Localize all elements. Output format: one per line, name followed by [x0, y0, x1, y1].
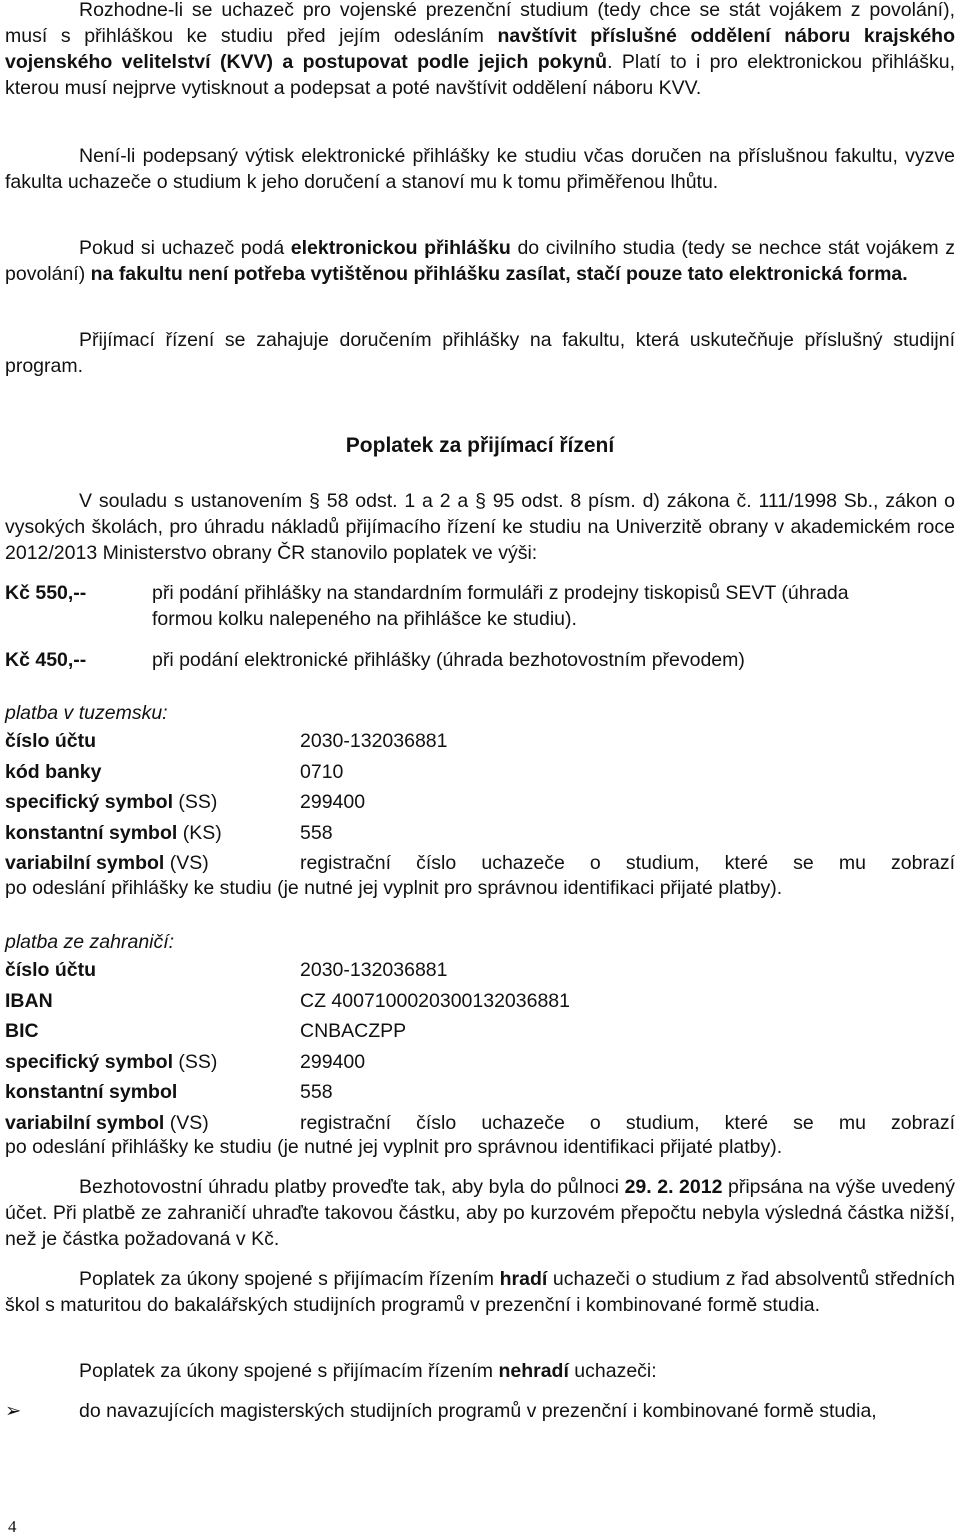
payment-row: [5, 726, 955, 757]
payment-key: konstantní symbol: [5, 1081, 178, 1103]
bold-text: 29. 2. 2012: [624, 1176, 723, 1198]
bold-text: elektronickou přihlášku: [290, 237, 511, 259]
payment-key: variabilní symbol: [5, 852, 165, 874]
text: . Platí to i pro elektronickou přihlášku, kterou musí nejprve vytisknout a podepsat a poté navštívit oddělení náboru KVV.: [5, 51, 955, 99]
bold-text: navštívit příslušné oddělení náboru krajského vojenského velitelství (KVV) a postupovat podle jejich pokynů: [5, 25, 955, 73]
text: uchazeči:: [568, 1360, 657, 1382]
payment-key-suffix: (VS): [164, 1111, 209, 1134]
fee-row: [5, 580, 955, 632]
page-number: 4: [8, 1517, 17, 1536]
payment-row: [5, 955, 955, 986]
paragraph-military-study: [5, 0, 955, 101]
payment-note: po odeslání přihlášky ke studiu (je nutné jej vyplnit pro správnou identifikaci přijaté platby).: [5, 1136, 783, 1158]
payment-value: 558: [300, 1081, 333, 1103]
payment-key: kód banky: [5, 760, 102, 783]
text: do civilního studia (tedy se nechce stát vojákem z povolání): [5, 237, 955, 285]
payment-key: BIC: [5, 1020, 39, 1042]
payment-key: specifický symbol: [5, 791, 173, 813]
payment-key-suffix: (KS): [177, 821, 222, 844]
paragraph-electronic-application: [5, 235, 955, 287]
payment-key: číslo účtu: [5, 730, 97, 752]
bold-text: hradí: [499, 1268, 548, 1290]
payment-key: číslo účtu: [5, 959, 97, 981]
payment-value: 558: [300, 821, 333, 844]
fee-description: při podání elektronické přihlášky (úhrada bezhotovostním převodem): [152, 649, 745, 671]
fee-row: [5, 647, 955, 673]
foreign-payment: [5, 929, 955, 1160]
payment-value: 0710: [300, 760, 344, 783]
payment-row: [5, 1077, 955, 1108]
payment-key: konstantní symbol: [5, 821, 178, 844]
payment-key: IBAN: [5, 989, 53, 1012]
payment-value: 2030-132036881: [300, 959, 448, 981]
foreign-payment-title: platba ze zahraničí:: [5, 931, 175, 953]
payment-key-suffix: (SS): [173, 1050, 218, 1073]
payment-row: [5, 787, 955, 818]
fee-amount: Kč 450,--: [5, 649, 87, 671]
paragraph-fee-exempt: [5, 1358, 955, 1384]
paragraph-fee-law: V souladu s ustanovením § 58 odst. 1 a 2 a § 95 odst. 8 písm. d) zákona č. 111/1998 Sb., zákon o vysokých školách, pro úhradu nákladů přijímacího řízení ke studiu na Univerzitě obrany v akademickém roce 2012/2013 Ministerstvo obrany ČR stanovilo poplatek ve výši:: [5, 490, 955, 564]
payment-value: registrační číslo uchazeče o studium, které se mu zobrazí: [300, 852, 955, 874]
payment-row: [5, 1016, 955, 1047]
payment-key: specifický symbol: [5, 1050, 173, 1073]
section-heading: Poplatek za přijímací řízení: [345, 434, 615, 457]
paragraph-payment-deadline: [5, 1174, 955, 1252]
payment-key: variabilní symbol: [5, 1111, 165, 1134]
list-item-text: do navazujících magisterských studijních programů v prezenční i kombinované formě studia,: [79, 1400, 877, 1422]
bold-text: na fakultu není potřeba vytištěnou přihlášku zasílat, stačí pouze tato elektronická forma.: [90, 263, 908, 285]
text: připsána na výše uvedený účet. Při platbě ze zahraničí uhraďte takovou částku, aby po kurzovém přepočtu nebyla výsledná částka nižší, než je částka požadovaná v Kč.: [5, 1176, 956, 1250]
payment-row: [5, 986, 955, 1017]
list-item: [5, 1398, 955, 1424]
payment-key-suffix: (SS): [173, 791, 218, 813]
domestic-payment-title: platba v tuzemsku:: [5, 702, 168, 724]
text: Bezhotovostní úhradu platby proveďte tak, aby byla do půlnoci: [79, 1176, 625, 1198]
payment-row: [5, 848, 955, 879]
domestic-payment: [5, 700, 955, 901]
fee-description: při podání přihlášky na standardním formuláři z prodejny tiskopisů SEVT (úhrada formou kolku nalepeného na přihlášce ke studiu).: [152, 582, 849, 630]
bold-text: nehradí: [498, 1360, 569, 1382]
payment-value: CNBACZPP: [300, 1020, 407, 1042]
payment-value: CZ 4007100020300132036881: [300, 989, 571, 1012]
paragraph-signed-copy: Není-li podepsaný výtisk elektronické přihlášky ke studiu včas doručen na příslušnou fakultu, vyzve fakulta uchazeče o studium k jeho doručení a stanoví mu k tomu přiměřenou lhůtu.: [5, 145, 955, 193]
payment-value: 2030-132036881: [300, 730, 448, 752]
text: Rozhodne-li se uchazeč pro vojenské prezenční studium (tedy chce se stát vojákem z povolání), musí s přihláškou ke studiu před jejím odesláním: [5, 0, 955, 47]
payment-value: 299400: [300, 1050, 366, 1073]
payment-row: [5, 757, 955, 788]
text: Pokud si uchazeč podá: [79, 237, 291, 259]
arrow-bullet-icon: ➢: [5, 1400, 22, 1422]
payment-note: po odeslání přihlášky ke studiu (je nutné jej vyplnit pro správnou identifikaci přijaté platby).: [5, 876, 783, 899]
fee-amount: Kč 550,--: [5, 582, 87, 604]
paragraph-fee-payers: [5, 1266, 955, 1318]
text: uchazeči o studium z řad absolventů středních škol s maturitou do bakalářských studijních programů v prezenční i kombinované formě studia.: [5, 1268, 955, 1316]
paragraph-admission-start: Přijímací řízení se zahajuje doručením přihlášky na fakultu, která uskutečňuje příslušný studijní program.: [5, 329, 955, 377]
payment-row: [5, 1047, 955, 1078]
payment-value: 299400: [300, 791, 366, 813]
payment-key-suffix: (VS): [164, 852, 209, 874]
payment-row: [5, 818, 955, 849]
text: Poplatek za úkony spojené s přijímacím řízením: [79, 1360, 499, 1382]
payment-value: registrační číslo uchazeče o studium, které se mu zobrazí: [300, 1111, 955, 1134]
text: Poplatek za úkony spojené s přijímacím řízením: [79, 1268, 500, 1290]
